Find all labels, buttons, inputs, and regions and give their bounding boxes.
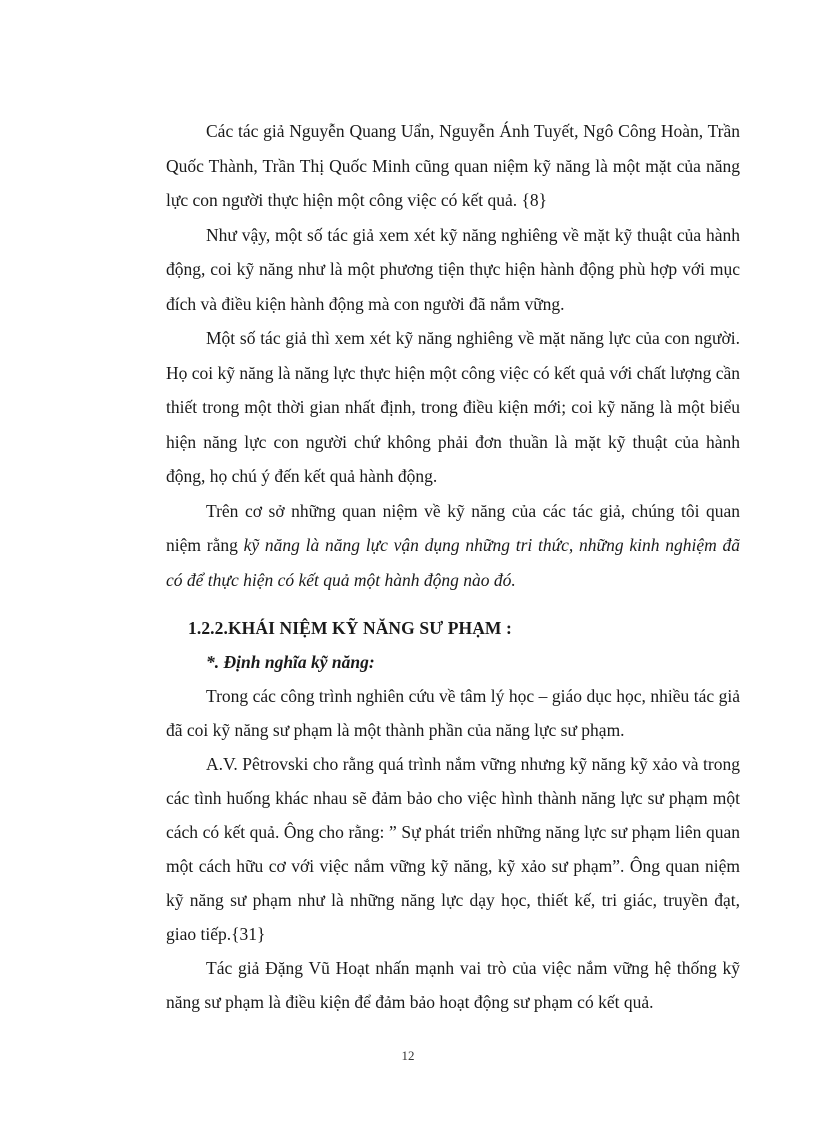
- paragraph-technical-view: Như vậy, một số tác giả xem xét kỹ năng nghiêng về mặt kỹ thuật của hành động, coi kỹ năng như là một phương tiện thực hiện hành động phù hợp với mục đích và điều kiện hành động mà con người đã nắm vững.: [166, 224, 740, 314]
- definition-lead: Trên cơ sở những quan niệm về kỹ năng của các tác giả, chúng tôi quan niệm rằng: [166, 500, 740, 555]
- sub-heading: *. Định nghĩa kỹ năng:: [206, 652, 375, 672]
- paragraph-definition: [166, 494, 740, 598]
- paragraph-dang-vu-hoat: Tác giả Đặng Vũ Hoạt nhấn mạnh vai trò của việc nắm vững hệ thống kỹ năng sư phạm là điều kiện để đảm bảo hoạt động sư phạm có kết quả.: [166, 958, 740, 1012]
- paragraph-petrovski: A.V. Pêtrovski cho rằng quá trình nắm vững nhưng kỹ năng kỹ xảo và trong các tình huống khác nhau sẽ đảm bảo cho việc hình thành năng lực sư phạm một cách có kết quả. Ông cho rằng: ” Sự phát triển những năng lực sư phạm liên quan một cách hữu cơ với việc nắm vững kỹ năng, kỹ xảo sư phạm”. Ông quan niệm kỹ năng sư phạm như là những năng lực dạy học, thiết kế, tri giác, truyền đạt, giao tiếp.{31}: [166, 754, 740, 944]
- paragraph-capability-view: Một số tác giả thì xem xét kỹ năng nghiêng về mặt năng lực của con người. Họ coi kỹ năng là năng lực thực hiện một công việc có kết quả với chất lượng cần thiết trong một thời gian nhất định, trong điều kiện mới; coi kỹ năng là một biểu hiện năng lực con người chứ không phải đơn thuần là mặt kỹ thuật của hành động, họ chú ý đến kết quả hành động.: [166, 328, 740, 486]
- body-text: [166, 114, 740, 1019]
- section-heading: 1.2.2.KHÁI NIỆM KỸ NĂNG SƯ PHẠM :: [188, 618, 512, 638]
- paragraph-authors-view: Các tác giả Nguyễn Quang Uẩn, Nguyễn Ánh Tuyết, Ngô Công Hoàn, Trần Quốc Thành, Trần Thị Quốc Minh cũng quan niệm kỹ năng là một mặt của năng lực con người thực hiện một công việc có kết quả. {8}: [166, 121, 740, 210]
- definition-italic: kỹ năng là năng lực vận dụng những tri thức, những kinh nghiệm đã có để thực hiện có kết quả một hành động nào đó.: [166, 535, 740, 590]
- page-number: 12: [401, 1048, 415, 1063]
- paragraph-research-works: Trong các công trình nghiên cứu về tâm lý học – giáo dục học, nhiều tác giả đã coi kỹ năng sư phạm là một thành phần của năng lực sư phạm.: [166, 686, 740, 740]
